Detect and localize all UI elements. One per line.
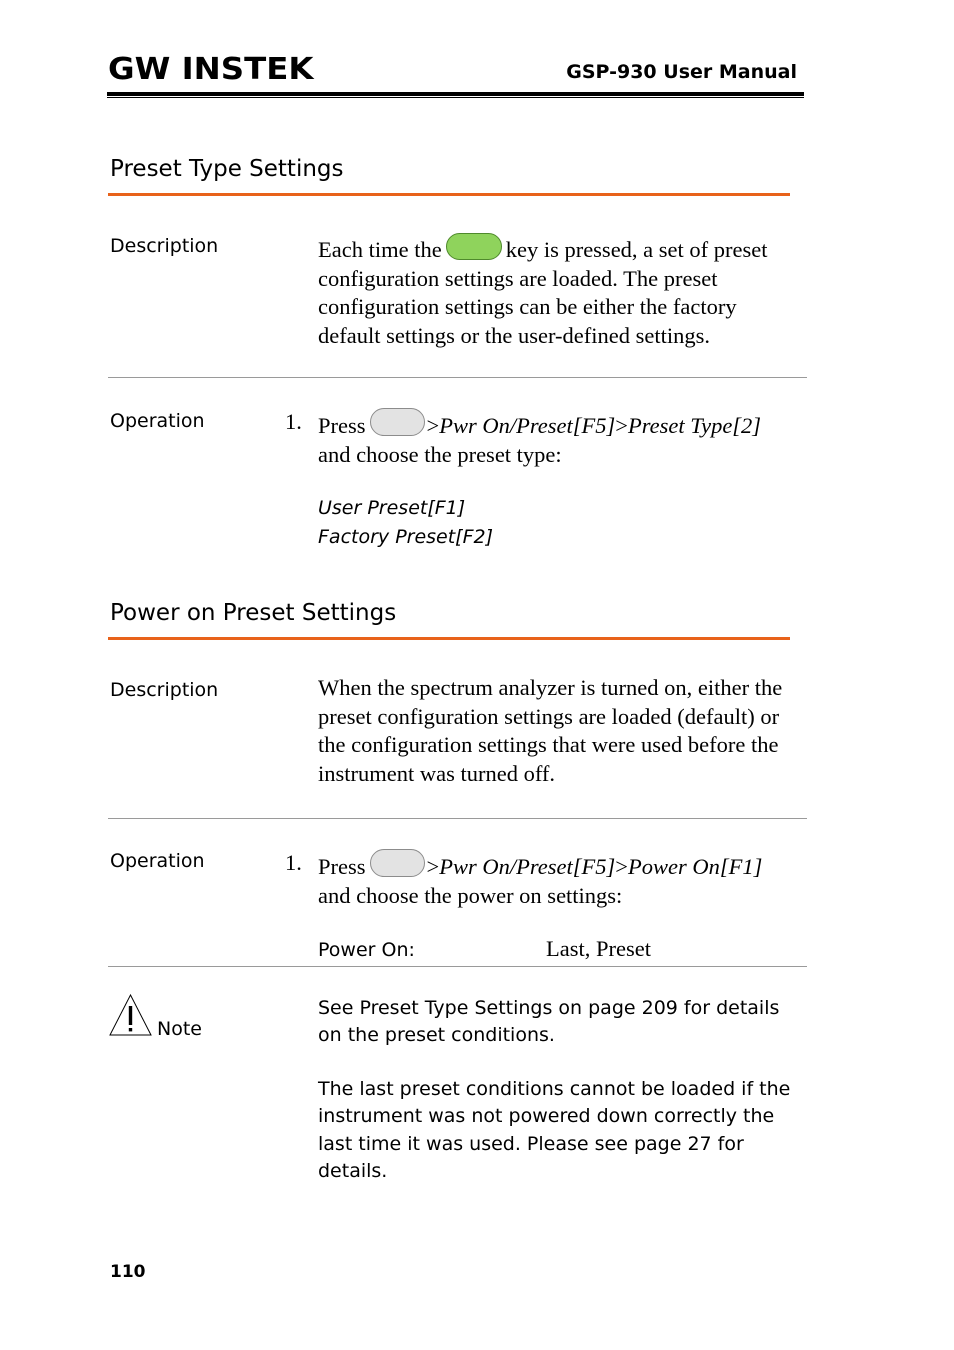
- step-number: 1.: [285, 850, 302, 875]
- menu-path-item: Pwr On/Preset[F5]: [439, 413, 616, 438]
- press-text: Press: [318, 413, 366, 438]
- press-text: Press: [318, 854, 366, 879]
- description-label: Description: [110, 235, 219, 257]
- preset-key-icon: [446, 233, 502, 260]
- operation-label: Operation: [110, 410, 205, 432]
- step-instruction: and choose the power on settings:: [318, 882, 623, 908]
- system-key-icon: [370, 849, 425, 877]
- note-label: Note: [157, 1018, 202, 1040]
- header-rule: [107, 92, 804, 96]
- menu-separator: >: [426, 413, 440, 438]
- description-text-part: Each time the: [318, 237, 442, 262]
- section-rule: [108, 193, 790, 196]
- step-number: 1.: [285, 409, 302, 434]
- description-text: [318, 233, 788, 350]
- row-divider: [108, 966, 807, 967]
- warning-icon: [109, 994, 152, 1036]
- option-user-preset: User Preset[F1]: [318, 497, 466, 519]
- description-text-part: key is pressed, a set of preset configuration settings are loaded. The preset configuration settings can be either the factory default settings or the user-defined settings.: [318, 237, 768, 348]
- operation-label: Operation: [110, 850, 205, 872]
- row-divider: [108, 818, 807, 819]
- section-rule: [108, 637, 790, 640]
- section-title-power-on-preset: Power on Preset Settings: [110, 600, 397, 626]
- step-instruction: and choose the preset type:: [318, 441, 562, 467]
- header-rule-thin: [107, 97, 804, 98]
- page-number: 110: [110, 1262, 146, 1282]
- description-label: Description: [110, 679, 219, 701]
- manual-title: GSP-930 User Manual: [566, 61, 797, 83]
- menu-path-item: Preset Type[2]: [627, 413, 762, 438]
- gw-instek-logo: GW INSTEK: [108, 52, 314, 87]
- menu-path-item: Power On[F1]: [627, 854, 763, 879]
- param-values: Last, Preset: [546, 936, 651, 961]
- param-label-power-on: Power On:: [318, 939, 415, 961]
- row-divider: [108, 377, 807, 378]
- operation-step: [318, 849, 788, 910]
- menu-separator: >: [426, 854, 440, 879]
- menu-separator: >: [615, 413, 628, 438]
- section-title-preset-type: Preset Type Settings: [110, 156, 344, 182]
- operation-step: [318, 408, 788, 469]
- description-text: When the spectrum analyzer is turned on, either the preset configuration settings are loaded (default) or the configuration settings that were used before the instrument was turned off.: [318, 675, 783, 786]
- note-paragraph: See Preset Type Settings on page 209 for details on the preset conditions.: [318, 997, 780, 1047]
- system-key-icon: [370, 408, 425, 436]
- menu-separator: >: [615, 854, 628, 879]
- note-paragraph: The last preset conditions cannot be loaded if the instrument was not powered down correctly the last time it was used. Please see page 27 for details.: [318, 1078, 791, 1182]
- option-factory-preset: Factory Preset[F2]: [318, 526, 494, 548]
- menu-path-item: Pwr On/Preset[F5]: [439, 854, 616, 879]
